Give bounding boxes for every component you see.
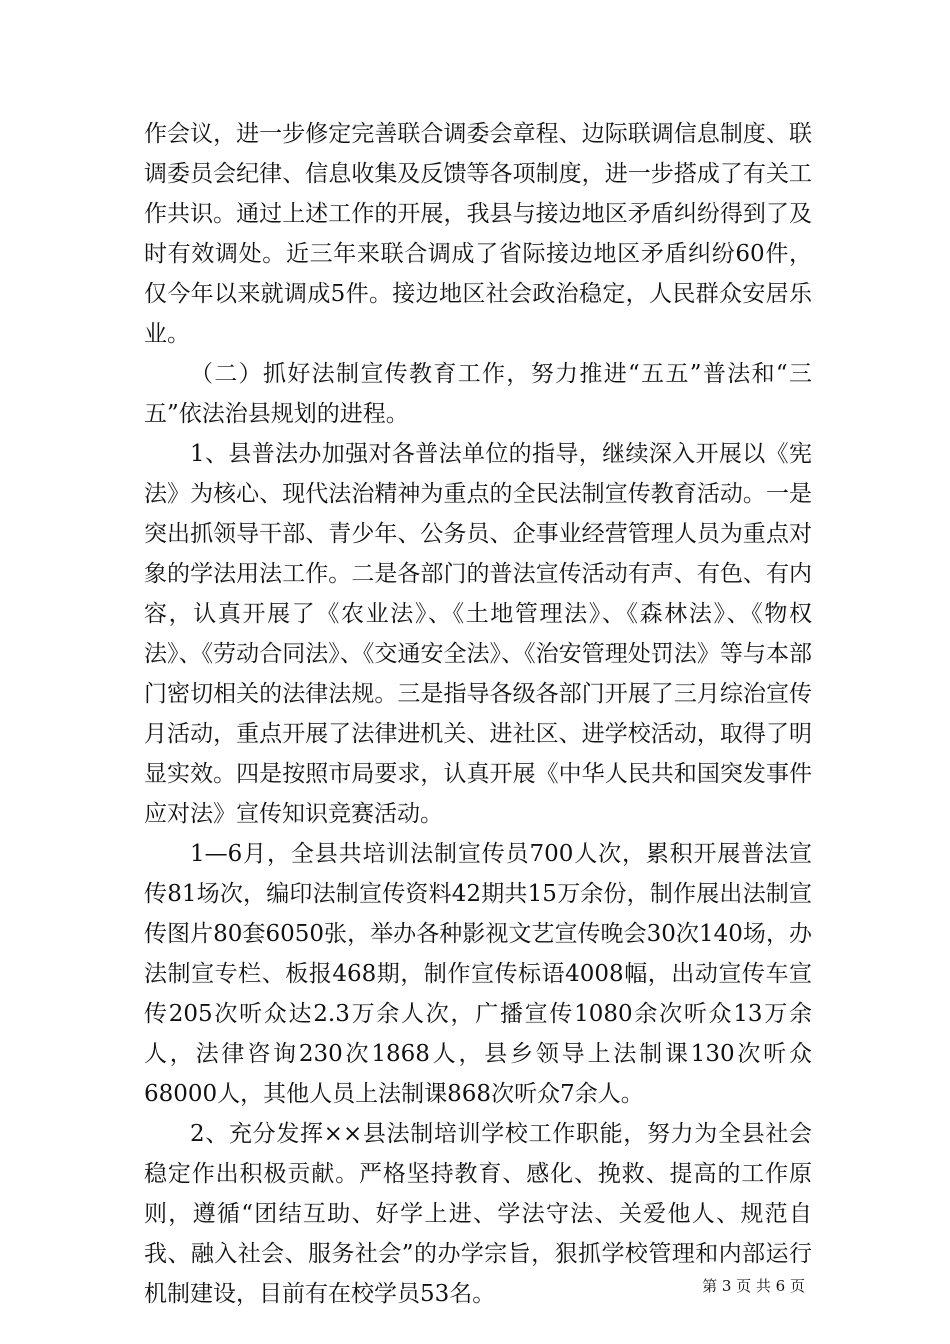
paragraph-continuation: 作会议，进一步修定完善联合调委会章程、边际联调信息制度、联调委员会纪律、信息收集及反馈等各项制度，进一步搭成了有关工作共识。通过上述工作的开展，我县与接边地区矛盾纠纷得到了及时有效调处。近三年来联合调成了省际接边地区矛盾纠纷60件，仅今年以来就调成5件。接边地区社会政治稳定，人民群众安居乐业。 (144, 121, 812, 347)
paragraph-item-2: 2、充分发挥××县法制培训学校工作职能，努力为全县社会稳定作出积极贡献。严格坚持教育、感化、挽救、提高的工作原则，遵循“团结互助、好学上进、学法守法、关爱他人、规范自我、融入社会、服务社会”的办学宗旨，狠抓学校管理和内部运行机制建设，目前有在校学员53名。 (144, 1121, 812, 1307)
document-body (144, 114, 812, 1314)
page-number-footer: 第 3 页 共 6 页 (702, 1277, 805, 1295)
paragraph-statistics: 1—6月，全县共培训法制宣传员700人次，累积开展普法宣传81场次，编印法制宣传资料42期共15万余份，制作展出法制宣传图片80套6050张，举办各种影视文艺宣传晚会30次140场，办法制宣专栏、板报468期，制作宣传标语4008幅，出动宣传车宣传205次听众达2.3万余人次，广播宣传1080余次听众13万余人，法律咨询230次1868人，县乡领导上法制课130次听众68000人，其他人员上法制课868次听众7余人。 (144, 841, 812, 1107)
paragraph-item-1: 1、县普法办加强对各普法单位的指导，继续深入开展以《宪法》为核心、现代法治精神为重点的全民法制宣传教育活动。一是突出抓领导干部、青少年、公务员、企事业经营管理人员为重点对象的学法用法工作。二是各部门的普法宣传活动有声、有色、有内容，认真开展了《农业法》、《土地管理法》、《森林法》、《物权法》、《劳动合同法》、《交通安全法》、《治安管理处罚法》等与本部门密切相关的法律法规。三是指导各级各部门开展了三月综治宣传月活动，重点开展了法律进机关、进社区、进学校活动，取得了明显实效。四是按照市局要求，认真开展《中华人民共和国突发事件应对法》宣传知识竞赛活动。 (144, 441, 812, 827)
paragraph-section-heading: （二）抓好法制宣传教育工作，努力推进“五五”普法和“三五”依法治县规划的进程。 (144, 361, 812, 427)
